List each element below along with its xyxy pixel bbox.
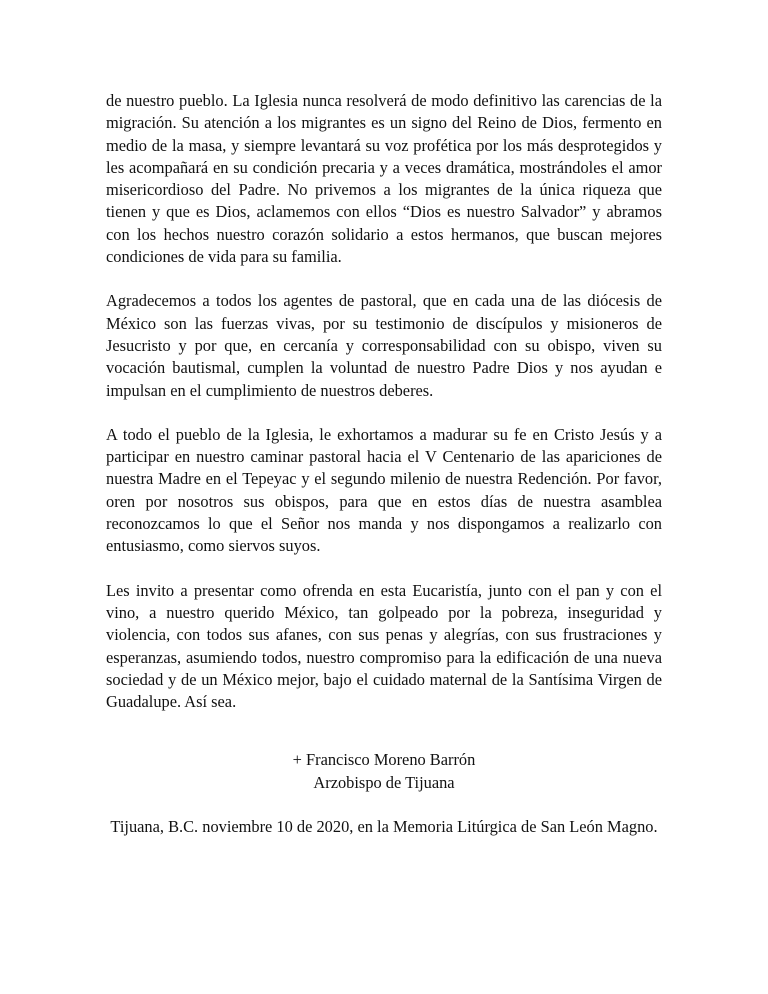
paragraph-migration: de nuestro pueblo. La Iglesia nunca resolverá de modo definitivo las carencias de la migración. Su atención a los migrantes es un signo del Reino de Dios, fermento en medio de la masa, y siempre levantará su voz profética por los más desprotegidos y les acompañará en su condición precaria y a veces dramática, mostrándoles el amor misericordioso del Padre. No privemos a los migrantes de la única riqueza que tienen y que es Dios, aclamemos con ellos “Dios es nuestro Salvador” y abramos con los hechos nuestro corazón solidario a estos hermanos, que buscan mejores condiciones de vida para su familia.: [106, 91, 662, 267]
paragraph-pastoral-agents: Agradecemos a todos los agentes de pastoral, que en cada una de las diócesis de México son las fuerzas vivas, por su testimonio de discípulos y misioneros de Jesucristo y por que, en cercanía y corresponsabilidad con su obispo, viven su vocación bautismal, cumplen la voluntad de nuestro Padre Dios y nos ayudan e impulsan en el cumplimiento de nuestros deberes.: [106, 291, 662, 400]
signature-title: Arzobispo de Tijuana: [313, 772, 455, 792]
paragraph-church-people: A todo el pueblo de la Iglesia, le exhortamos a madurar su fe en Cristo Jesús y a participar en nuestro caminar pastoral hacia el V Centenario de las apariciones de nuestra Madre en el Tepeyac y el segundo milenio de nuestra Redención. Por favor, oren por nosotros sus obispos, para que en estos días de nuestra asamblea reconozcamos lo que el Señor nos manda y nos dispongamos a realizarlo con entusiasmo, como siervos suyos.: [106, 424, 662, 556]
paragraph-offering: Les invito a presentar como ofrenda en esta Eucaristía, junto con el pan y con el vino, a nuestro querido México, tan golpeado por la pobreza, inseguridad y violencia, con todos sus afanes, con sus penas y alegrías, con sus frustraciones y esperanzas, asumiendo todos, nuestro compromiso para la edificación de una nueva sociedad y de un México mejor, bajo el cuidado maternal de la Santísima Virgen de Guadalupe. Así sea.: [106, 580, 662, 712]
signature-block: [106, 749, 662, 794]
document-body: [106, 90, 662, 838]
signature-name: + Francisco Moreno Barrón: [292, 750, 476, 770]
place-date: Tijuana, B.C. noviembre 10 de 2020, en la Memoria Litúrgica de San León Magno.: [110, 817, 658, 837]
